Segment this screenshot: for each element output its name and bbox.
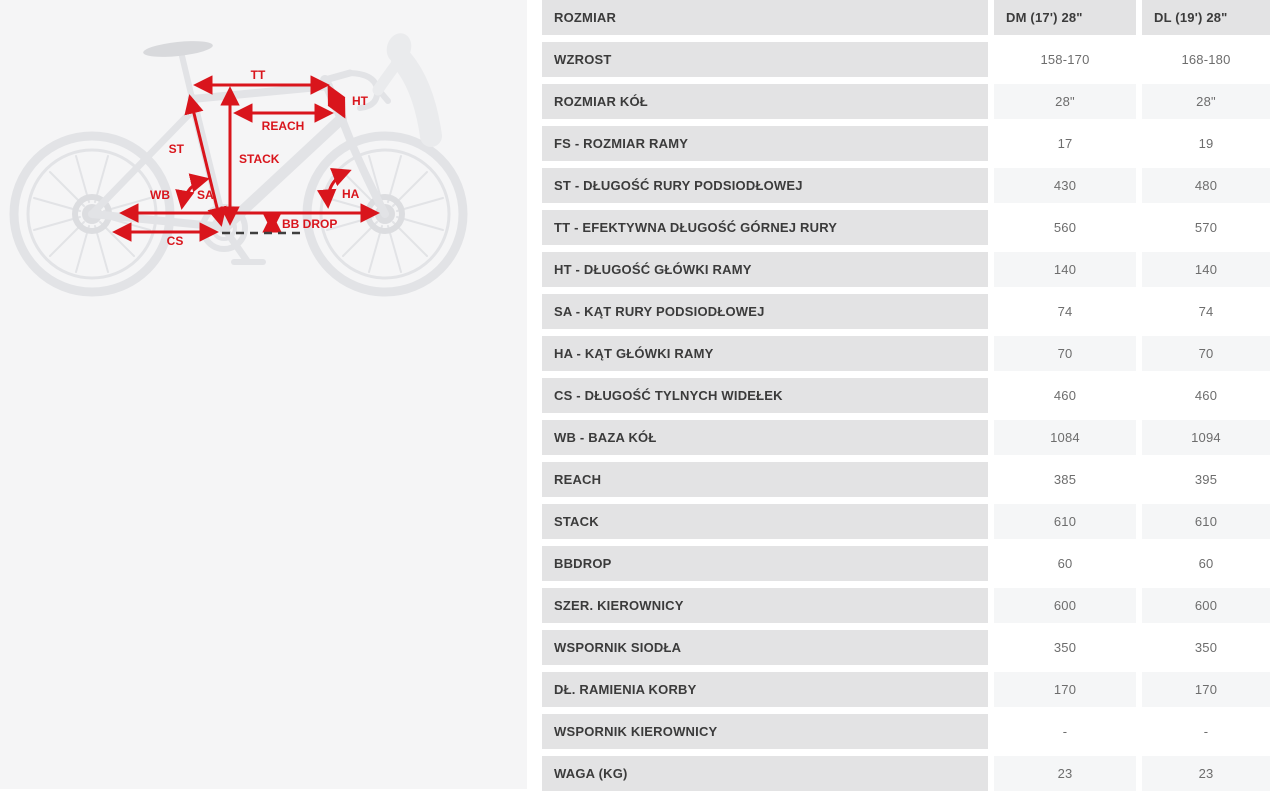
spec-label: SA - KĄT RURY PODSIODŁOWEJ	[542, 294, 988, 329]
spec-value-dl: 350	[1142, 630, 1270, 665]
table-row	[542, 210, 1270, 245]
table-row	[542, 420, 1270, 455]
spec-value-dl: 70	[1142, 336, 1270, 371]
table-row	[542, 336, 1270, 371]
header-size-dl: DL (19') 28"	[1142, 0, 1270, 35]
spec-value-dl: -	[1142, 714, 1270, 749]
ht-label: HT	[352, 94, 368, 108]
size-spec-table	[542, 0, 1270, 798]
saddle	[142, 38, 213, 59]
spec-value-dl: 19	[1142, 126, 1270, 161]
spec-value-dm: 17	[994, 126, 1136, 161]
table-row	[542, 462, 1270, 497]
spec-label: REACH	[542, 462, 988, 497]
table-row	[542, 294, 1270, 329]
spec-value-dm: 140	[994, 252, 1136, 287]
spec-label: ST - DŁUGOŚĆ RURY PODSIODŁOWEJ	[542, 168, 988, 203]
table-row	[542, 714, 1270, 749]
table-rows	[542, 42, 1270, 791]
spec-value-dl: 74	[1142, 294, 1270, 329]
spec-value-dl: 28"	[1142, 84, 1270, 119]
spec-value-dm: 28"	[994, 84, 1136, 119]
spec-value-dm: 70	[994, 336, 1136, 371]
spec-label: TT - EFEKTYWNA DŁUGOŚĆ GÓRNEJ RURY	[542, 210, 988, 245]
ha-label: HA	[342, 187, 360, 201]
spec-value-dm: 23	[994, 756, 1136, 791]
spec-value-dm: 430	[994, 168, 1136, 203]
spec-value-dm: 350	[994, 630, 1136, 665]
header-rozmiar: ROZMIAR	[542, 0, 988, 35]
spec-value-dm: 460	[994, 378, 1136, 413]
spec-label: SZER. KIEROWNICY	[542, 588, 988, 623]
spec-label: WB - BAZA KÓŁ	[542, 420, 988, 455]
spec-label: STACK	[542, 504, 988, 539]
st-label: ST	[168, 142, 184, 156]
table-row	[542, 630, 1270, 665]
spec-value-dl: 168-180	[1142, 42, 1270, 77]
spec-value-dl: 395	[1142, 462, 1270, 497]
spec-label: FS - ROZMIAR RAMY	[542, 126, 988, 161]
rider-silhouette	[378, 30, 431, 136]
spec-value-dm: 1084	[994, 420, 1136, 455]
spec-value-dl: 570	[1142, 210, 1270, 245]
spec-label: WAGA (KG)	[542, 756, 988, 791]
spec-value-dm: -	[994, 714, 1136, 749]
bike-geometry-diagram	[0, 0, 527, 400]
table-row	[542, 504, 1270, 539]
header-size-dm: DM (17') 28"	[994, 0, 1136, 35]
spec-value-dm: 170	[994, 672, 1136, 707]
spec-label: HT - DŁUGOŚĆ GŁÓWKI RAMY	[542, 252, 988, 287]
spec-label: HA - KĄT GŁÓWKI RAMY	[542, 336, 988, 371]
spec-value-dl: 600	[1142, 588, 1270, 623]
table-row	[542, 84, 1270, 119]
spec-label: WZROST	[542, 42, 988, 77]
spec-value-dl: 1094	[1142, 420, 1270, 455]
spec-label: WSPORNIK SIODŁA	[542, 630, 988, 665]
tt-label: TT	[250, 68, 266, 82]
table-row	[542, 756, 1270, 791]
st-arrow	[190, 97, 221, 224]
table-row	[542, 126, 1270, 161]
table-row	[542, 546, 1270, 581]
spec-value-dl: 170	[1142, 672, 1270, 707]
spec-value-dm: 385	[994, 462, 1136, 497]
stack-label: STACK	[239, 152, 280, 166]
table-row	[542, 378, 1270, 413]
table-row	[542, 168, 1270, 203]
table-row	[542, 588, 1270, 623]
spec-value-dl: 460	[1142, 378, 1270, 413]
spec-value-dl: 23	[1142, 756, 1270, 791]
table-row	[542, 252, 1270, 287]
cs-label: CS	[166, 234, 184, 248]
spec-value-dm: 600	[994, 588, 1136, 623]
bike-geometry-diagram-panel	[0, 0, 527, 789]
spec-label: CS - DŁUGOŚĆ TYLNYCH WIDEŁEK	[542, 378, 988, 413]
spec-label: DŁ. RAMIENIA KORBY	[542, 672, 988, 707]
wb-label: WB	[150, 188, 170, 202]
spec-value-dm: 560	[994, 210, 1136, 245]
spec-value-dl: 60	[1142, 546, 1270, 581]
spec-label: WSPORNIK KIEROWNICY	[542, 714, 988, 749]
spec-value-dm: 60	[994, 546, 1136, 581]
spec-label: BBDROP	[542, 546, 988, 581]
spec-label: ROZMIAR KÓŁ	[542, 84, 988, 119]
sa-label: SA	[197, 188, 214, 202]
bbdrop-label: BB DROP	[282, 217, 338, 231]
spec-value-dm: 610	[994, 504, 1136, 539]
spec-value-dl: 480	[1142, 168, 1270, 203]
table-row	[542, 42, 1270, 77]
table-header-row	[542, 0, 1270, 35]
spec-value-dl: 610	[1142, 504, 1270, 539]
spec-value-dm: 158-170	[994, 42, 1136, 77]
spec-value-dl: 140	[1142, 252, 1270, 287]
table-row	[542, 672, 1270, 707]
reach-label: REACH	[261, 119, 305, 133]
spec-value-dm: 74	[994, 294, 1136, 329]
